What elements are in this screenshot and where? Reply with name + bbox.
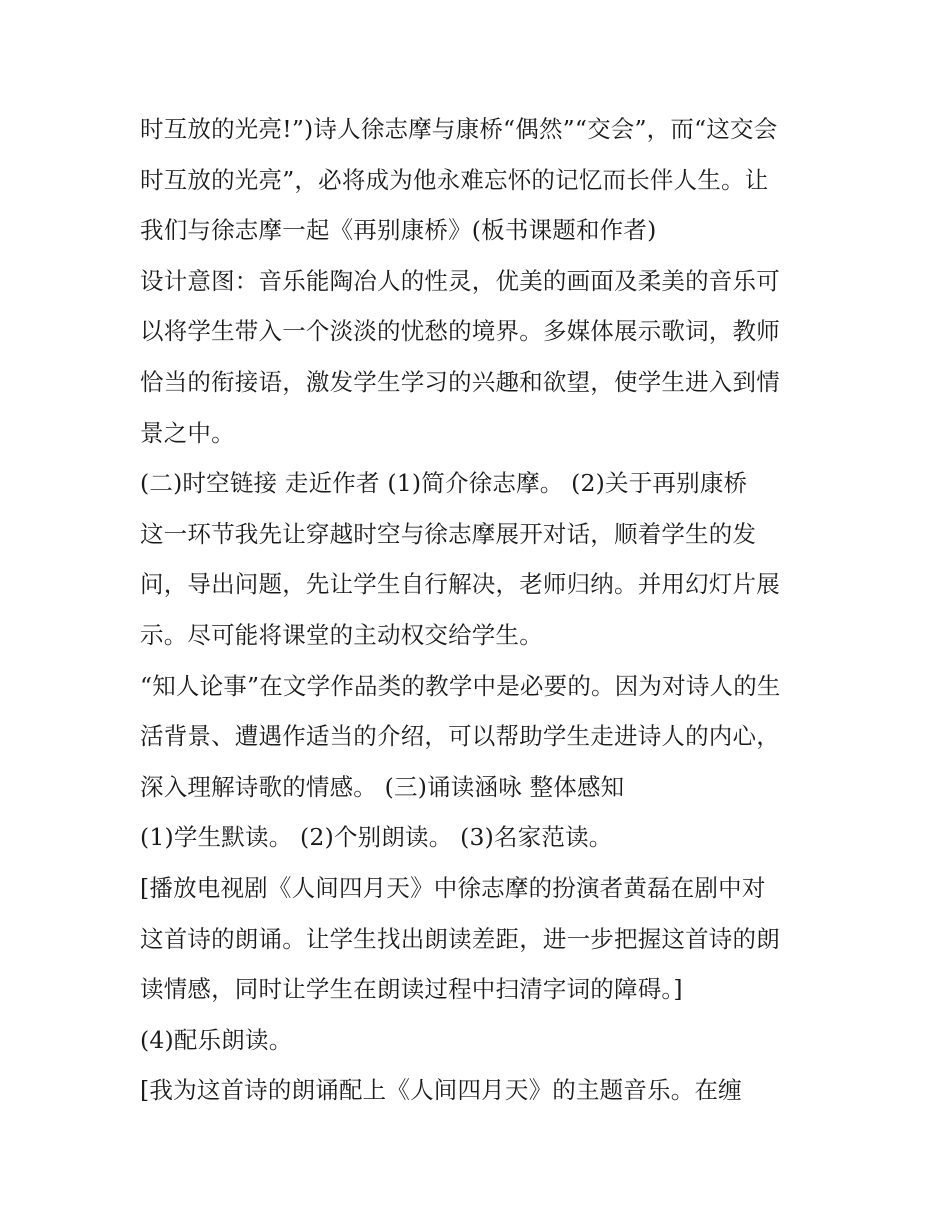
text-line: “知人论事”在文学作品类的教学中是必要的。因为对诗人的生 bbox=[140, 671, 781, 700]
text-line: 景之中。 bbox=[140, 418, 235, 447]
text-line: 读情感，同时让学生在朗读过程中扫清字词的障碍。] bbox=[140, 975, 683, 1004]
text-line: (4)配乐朗读。 bbox=[140, 1025, 293, 1054]
section-heading-line: (二)时空链接 走近作者 (1)简介徐志摩。 (2)关于再别康桥 bbox=[140, 469, 748, 498]
text-line: 问，导出问题，先让学生自行解决，老师归纳。并用幻灯片展 bbox=[140, 570, 780, 599]
text-line: 示。尽可能将课堂的主动权交给学生。 bbox=[140, 620, 543, 649]
text-line: 我们与徐志摩一起《再别康桥》(板书课题和作者) bbox=[140, 216, 657, 245]
text-line: 以将学生带入一个淡淡的忧愁的境界。多媒体展示歌词，教师 bbox=[140, 317, 780, 346]
document-body bbox=[140, 109, 820, 1121]
text-line: [播放电视剧《人间四月天》中徐志摩的扮演者黄磊在剧中对 bbox=[140, 873, 766, 902]
text-line: 这首诗的朗诵。让学生找出朗读差距，进一步把握这首诗的朗 bbox=[140, 924, 780, 953]
text-line: 时互放的光亮”，必将成为他永难忘怀的记忆而长伴人生。让 bbox=[140, 165, 769, 194]
text-line: [我为这首诗的朗诵配上《人间四月天》的主题音乐。在缠 bbox=[140, 1076, 742, 1105]
text-line: 深入理解诗歌的情感。 (三)诵读涵咏 整体感知 bbox=[140, 772, 625, 801]
text-line: 这一环节我先让穿越时空与徐志摩展开对话，顺着学生的发 bbox=[140, 519, 757, 548]
text-line: 恰当的衔接语，激发学生学习的兴趣和欲望，使学生进入到情 bbox=[140, 367, 780, 396]
text-line: 活背景、遭遇作适当的介绍，可以帮助学生走进诗人的内心， bbox=[140, 722, 780, 751]
text-line: 设计意图：音乐能陶冶人的性灵，优美的画面及柔美的音乐可 bbox=[140, 266, 780, 295]
text-line: (1)学生默读。 (2)个别朗读。 (3)名家范读。 bbox=[140, 823, 613, 852]
text-line: 时互放的光亮!”)诗人徐志摩与康桥“偶然”“交会”，而“这交会 bbox=[140, 115, 778, 143]
